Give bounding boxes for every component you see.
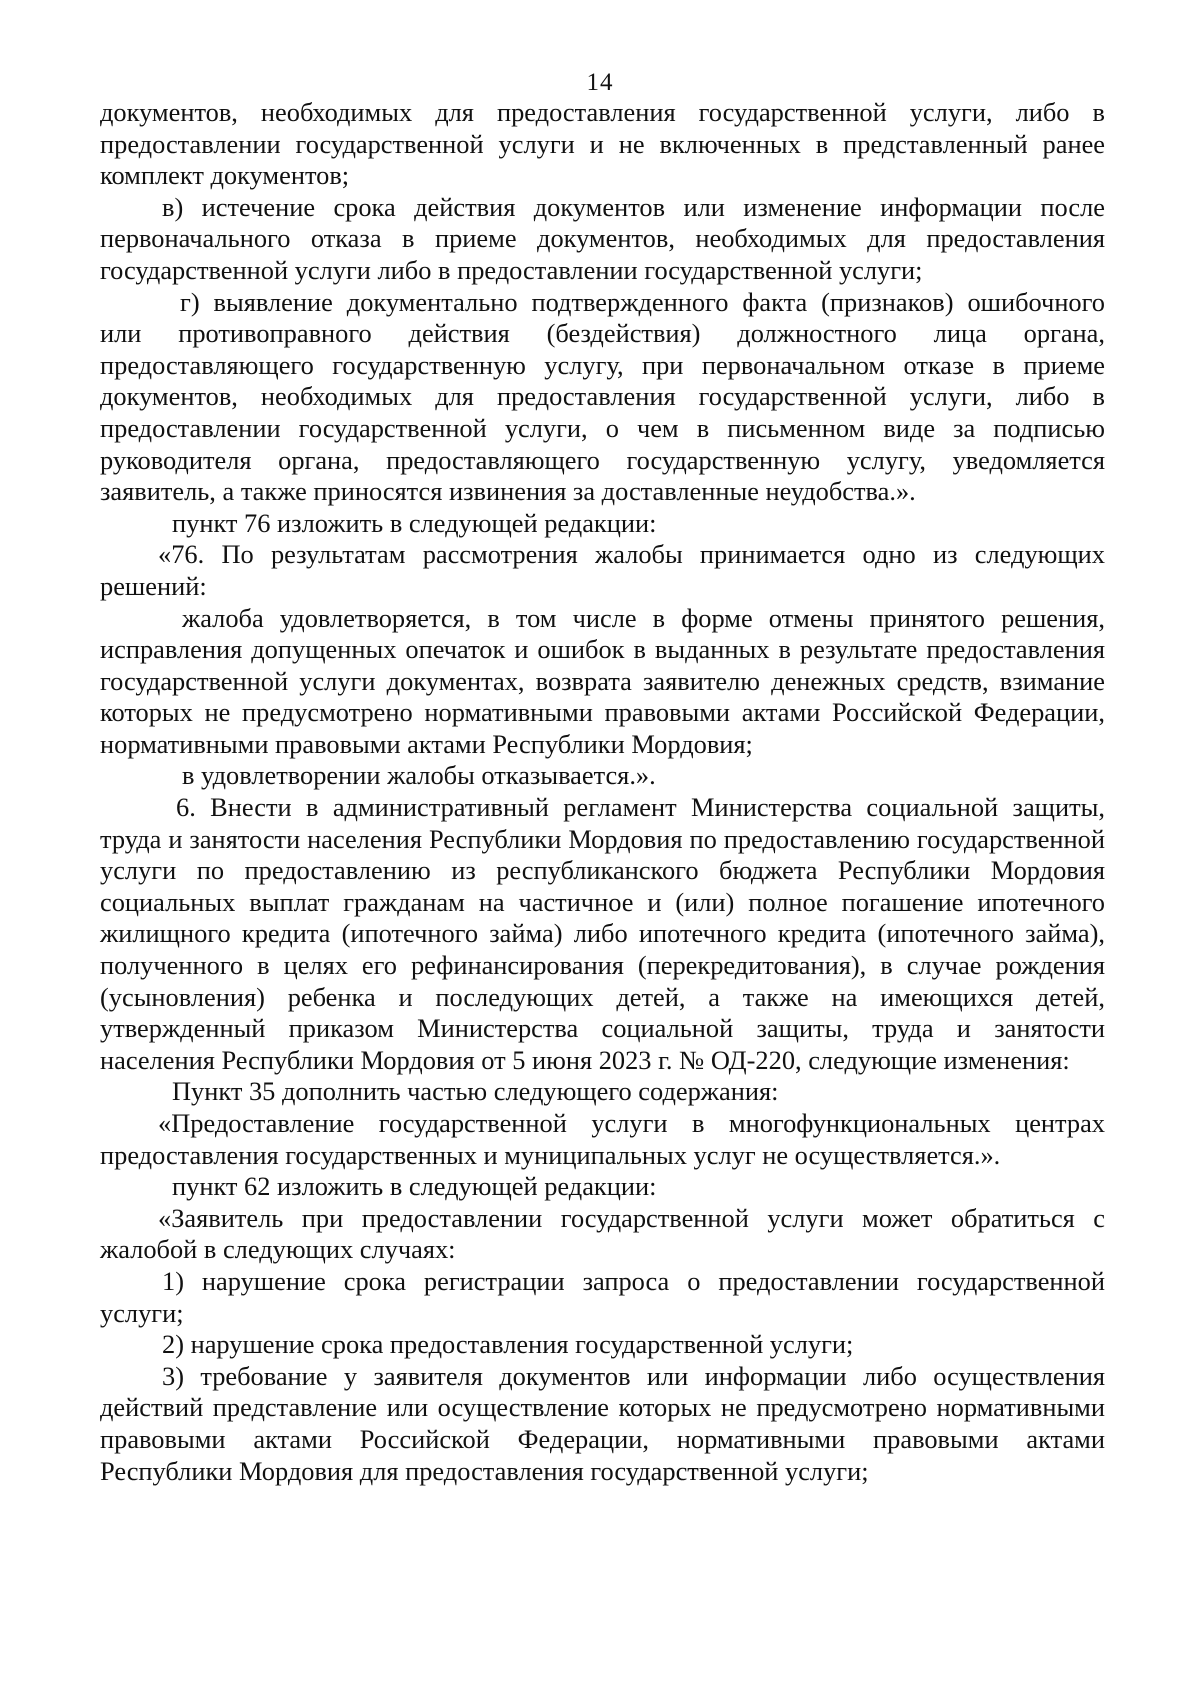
paragraph-item-g: г) выявление документально подтвержденного факта (признаков) ошибочного или противоправного действия (бездействия) должностного лица органа, предоставляющего государственную услугу, при первоначальном отказе в приеме документов, необходимых для предоставления государственной услуги, либо в предоставлении государственной услуги, о чем в письменном виде за подписью руководителя органа, предоставляющего государственную услугу, уведомляется заявитель, а также приносятся извинения за доставленные неудобства.». [100,286,1105,507]
paragraph-point-76: «76. По результатам рассмотрения жалобы принимается одно из следующих решений: [100,539,1105,601]
paragraph-complaint-satisfied: жалоба удовлетворяется, в том числе в форме отмены принятого решения, исправления допущенных опечаток и ошибок в выданных в результате предоставления государственной услуги документах, возврата заявителю денежных средств, взимание которых не предусмотрено нормативными правовыми актами Российской Федерации, нормативными правовыми актами Республики Мордовия; [100,602,1105,759]
paragraph-point-35-intro: Пункт 35 дополнить частью следующего содержания: [172,1076,779,1107]
document-body [100,97,1105,1487]
paragraph-section-6: 6. Внести в административный регламент Министерства социальной защиты, труда и занятости населения Республики Мордовия по предоставлению государственной услуги по предоставлению из республиканского бюджета Республики Мордовия социальных выплат гражданам на частичное и (или) полное погашение ипотечного жилищного кредита (ипотечного займа) либо ипотечного кредита (ипотечного займа), полученного в целях его рефинансирования (перекредитования), в случае рождения (усыновления) ребенка и последующих детей, а также на имеющихся детей, утвержденный приказом Министерства социальной защиты, труда и занятости населения Республики Мордовия от 5 июня 2023 г. № ОД-220, следующие изменения: [100,792,1105,1075]
paragraph-item-v: в) истечение срока действия документов или изменение информации после первоначального отказа в приеме документов, необходимых для предоставления государственной услуги либо в предоставлении государственной услуги; [100,191,1105,285]
paragraph-point-62: «Заявитель при предоставлении государственной услуги может обратиться с жалобой в следующих случаях: [100,1202,1105,1265]
paragraph-complaint-rejected: в удовлетворении жалобы отказывается.». [182,760,656,791]
paragraph-case-1: 1) нарушение срока регистрации запроса о предоставлении государственной услуги; [100,1265,1105,1328]
paragraph-case-3: 3) требование у заявителя документов или информации либо осуществления действий представление или осуществление которых не предусмотрено нормативными правовыми актами Российской Федерации, нормативными правовыми актами Республики Мордовия для предоставления государственной услуги; [100,1360,1105,1486]
paragraph-point-76-intro: пункт 76 изложить в следующей редакции: [172,507,657,538]
paragraph-continuation: документов, необходимых для предоставления государственной услуги, либо в предоставлении государственной услуги и не включенных в представленный ранее комплект документов; [100,97,1105,191]
paragraph-case-2: 2) нарушение срока предоставления государственной услуги; [162,1329,854,1360]
paragraph-point-62-intro: пункт 62 изложить в следующей редакции: [172,1171,657,1202]
page-number: 14 [586,69,614,96]
paragraph-point-35-text: «Предоставление государственной услуги в многофункциональных центрах предоставления государственных и муниципальных услуг не осуществляется.». [100,1108,1105,1170]
